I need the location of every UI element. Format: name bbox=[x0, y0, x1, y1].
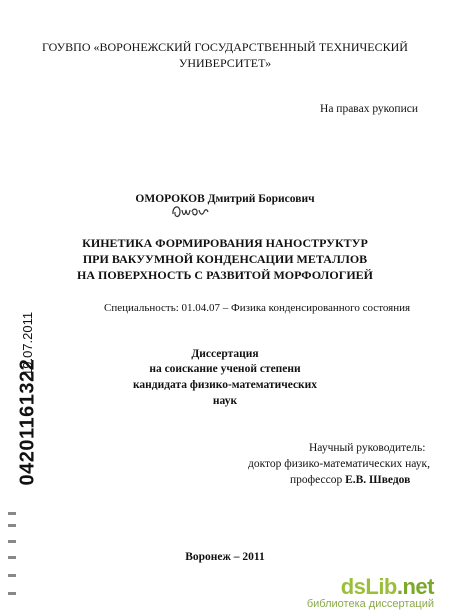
watermark bbox=[307, 574, 434, 610]
dissertation-line-1: Диссертация bbox=[191, 348, 259, 360]
supervisor-label: Научный руководитель: bbox=[309, 442, 426, 454]
watermark-logo: dsLib.net bbox=[340, 574, 434, 599]
registration-number: 04201161322 bbox=[16, 358, 39, 486]
scan-marks bbox=[6, 510, 20, 610]
rights-note: На правах рукописи bbox=[320, 103, 418, 115]
supervisor-name-line bbox=[290, 474, 410, 486]
supervisor-title: профессор bbox=[290, 474, 343, 486]
dissertation-line-4: наук bbox=[212, 395, 238, 407]
dissertation-line-3: кандидата физико-математических bbox=[132, 379, 318, 391]
watermark-subtitle: библиотека диссертаций bbox=[306, 598, 434, 610]
signature-icon bbox=[170, 200, 210, 222]
organization-line-2: УНИВЕРСИТЕТ» bbox=[178, 56, 272, 70]
registration-date: 19.07.2011 bbox=[20, 311, 35, 376]
specialty-line: Специальность: 01.04.07 – Физика конденсированного состояния bbox=[104, 302, 411, 314]
title-line-2: ПРИ ВАКУУМНОЙ КОНДЕНСАЦИИ МЕТАЛЛОВ bbox=[82, 252, 368, 266]
supervisor-degree: доктор физико-математических наук, bbox=[248, 458, 431, 470]
city-year: Воронеж – 2011 bbox=[185, 551, 265, 563]
author-name: ОМОРОКОВ Дмитрий Борисович bbox=[135, 193, 315, 205]
organization-line-1: ГОУВПО «ВОРОНЕЖСКИЙ ГОСУДАРСТВЕННЫЙ ТЕХНИЧЕСКИЙ bbox=[42, 40, 408, 54]
dissertation-line-2: на соискание ученой степени bbox=[149, 363, 301, 375]
title-line-3: НА ПОВЕРХНОСТЬ С РАЗВИТОЙ МОРФОЛОГИЕЙ bbox=[76, 268, 374, 282]
supervisor-name: Е.В. Шведов bbox=[345, 474, 411, 486]
title-line-1: КИНЕТИКА ФОРМИРОВАНИЯ НАНОСТРУКТУР bbox=[82, 236, 368, 250]
